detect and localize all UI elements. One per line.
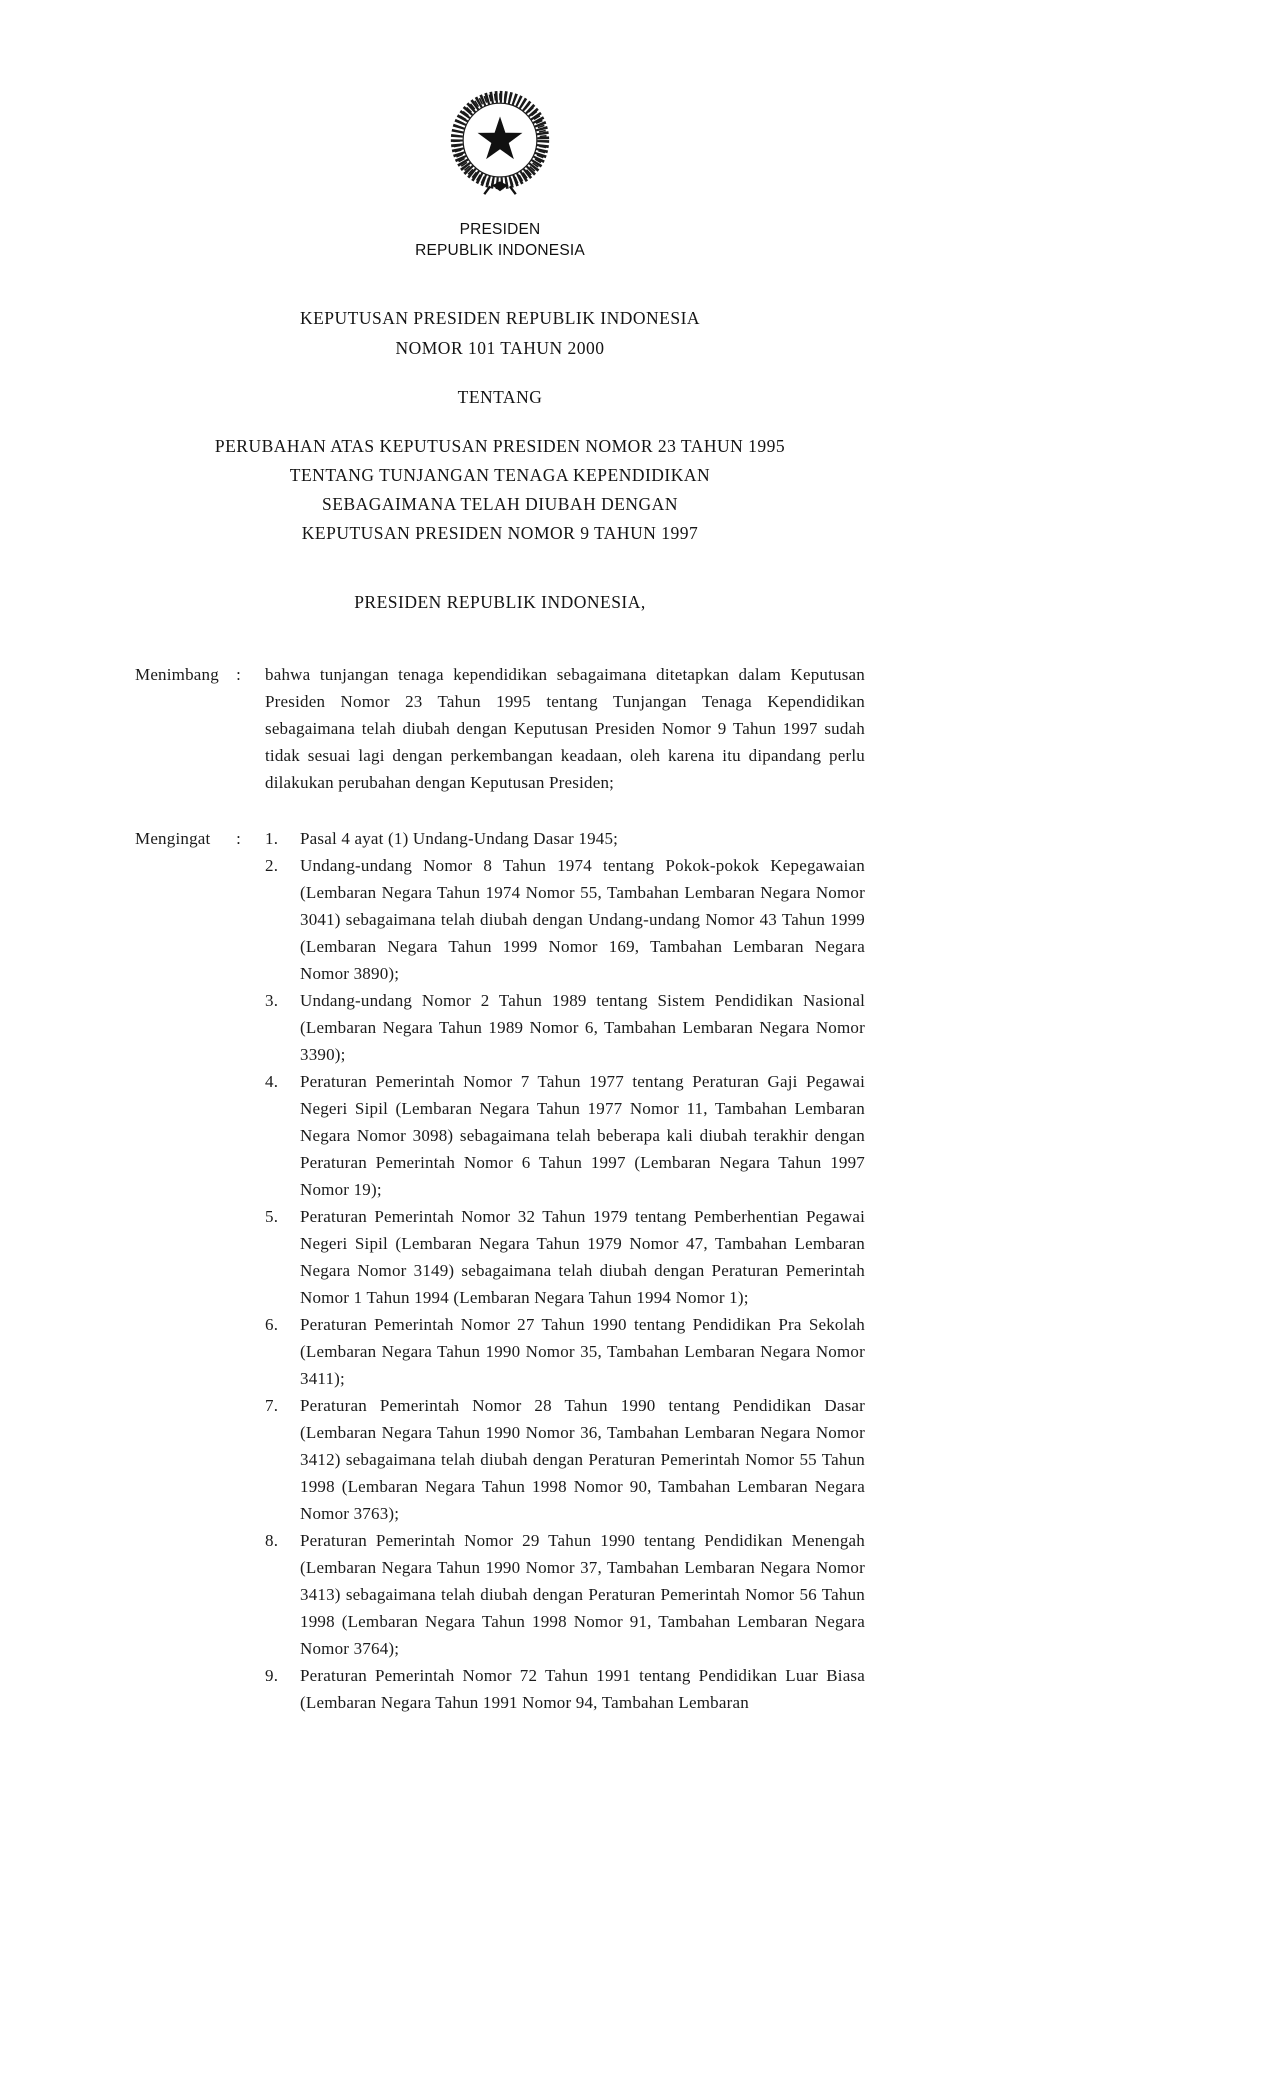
menimbang-label: Menimbang xyxy=(135,665,219,684)
item-number: 8. xyxy=(265,1531,279,1550)
item-number: 6. xyxy=(265,1315,279,1334)
tentang-heading: TENTANG xyxy=(457,387,543,407)
item-text: Peraturan Pemerintah Nomor 29 Tahun 1990 tentang Pendidikan Menengah (Lembaran Negara Tahun 1990 Nomor 37, Tambahan Lembaran Negara Nomor 3413) sebagaimana telah diubah dengan Peraturan Pemerintah Nomor 56 Tahun 1998 (Lembaran Negara Tahun 1998 Nomor 91, Tambahan Lembaran Negara Nomor 3764); xyxy=(300,1531,865,1658)
subject-line-1: PERUBAHAN ATAS KEPUTUSAN PRESIDEN NOMOR 23 TAHUN 1995 xyxy=(214,436,786,456)
legal-reference-item xyxy=(265,1068,865,1203)
legal-reference-item xyxy=(265,1527,865,1662)
item-text: Peraturan Pemerintah Nomor 32 Tahun 1979 tentang Pemberhentian Pegawai Negeri Sipil (Lembaran Negara Tahun 1979 Nomor 47, Tambahan Lembaran Negara Nomor 3149) sebagaimana telah diubah dengan Peraturan Pemerintah Nomor 1 Tahun 1994 (Lembaran Negara Tahun 1994 Nomor 1); xyxy=(300,1207,865,1307)
legal-reference-item xyxy=(265,1311,865,1392)
item-text: Peraturan Pemerintah Nomor 27 Tahun 1990 tentang Pendidikan Pra Sekolah (Lembaran Negara Tahun 1990 Nomor 35, Tambahan Lembaran Negara Nomor 3411); xyxy=(300,1315,865,1388)
item-number: 2. xyxy=(265,856,279,875)
presidential-seal-icon xyxy=(135,84,865,207)
legal-reference-item xyxy=(265,852,865,987)
item-number: 1. xyxy=(265,829,279,848)
item-text: Peraturan Pemerintah Nomor 72 Tahun 1991 tentang Pendidikan Luar Biasa (Lembaran Negara Tahun 1991 Nomor 94, Tambahan Lembaran xyxy=(300,1666,865,1712)
item-text: Peraturan Pemerintah Nomor 28 Tahun 1990 tentang Pendidikan Dasar (Lembaran Negara Tahun 1990 Nomor 36, Tambahan Lembaran Negara Nomor 3412) sebagaimana telah diubah dengan Peraturan Pemerintah Nomor 55 Tahun 1998 (Lembaran Negara Tahun 1998 Nomor 90, Tambahan Lembaran Negara Nomor 3763); xyxy=(300,1396,865,1523)
legal-reference-item xyxy=(265,825,865,852)
legal-reference-item xyxy=(265,987,865,1068)
header-presiden: PRESIDEN xyxy=(459,221,541,238)
header-republik-indonesia: REPUBLIK INDONESIA xyxy=(415,242,585,259)
item-text: Undang-undang Nomor 2 Tahun 1989 tentang Sistem Pendidikan Nasional (Lembaran Negara Tahun 1989 Nomor 6, Tambahan Lembaran Negara Nomor 3390); xyxy=(300,991,865,1064)
mengingat-section xyxy=(135,825,865,1716)
menimbang-colon: : xyxy=(236,665,241,684)
salutation: PRESIDEN REPUBLIK INDONESIA, xyxy=(354,592,646,612)
item-number: 3. xyxy=(265,991,279,1010)
subject-line-3: SEBAGAIMANA TELAH DIUBAH DENGAN xyxy=(322,494,678,514)
menimbang-section xyxy=(135,661,865,796)
document-body xyxy=(135,0,865,1716)
decree-number: NOMOR 101 TAHUN 2000 xyxy=(395,338,605,358)
mengingat-label-column xyxy=(135,825,265,852)
legal-reference-item xyxy=(265,1392,865,1527)
item-number: 4. xyxy=(265,1072,279,1091)
subject-line-4: KEPUTUSAN PRESIDEN NOMOR 9 TAHUN 1997 xyxy=(301,523,699,543)
menimbang-label-column xyxy=(135,661,265,688)
subject-line-2: TENTANG TUNJANGAN TENAGA KEPENDIDIKAN xyxy=(289,465,711,485)
item-text: Undang-undang Nomor 8 Tahun 1974 tentang Pokok-pokok Kepegawaian (Lembaran Negara Tahun 1974 Nomor 55, Tambahan Lembaran Negara Nomor 3041) sebagaimana telah diubah dengan Undang-undang Nomor 43 Tahun 1999 (Lembaran Negara Tahun 1999 Nomor 169, Tambahan Lembaran Negara Nomor 3890); xyxy=(300,856,865,983)
mengingat-label: Mengingat xyxy=(135,829,211,848)
mengingat-colon: : xyxy=(236,829,241,848)
item-number: 5. xyxy=(265,1207,279,1226)
item-number: 7. xyxy=(265,1396,279,1415)
decree-title-block xyxy=(135,303,865,548)
mengingat-list xyxy=(265,825,865,1716)
clauses xyxy=(135,661,865,1716)
item-text: Peraturan Pemerintah Nomor 7 Tahun 1977 tentang Peraturan Gaji Pegawai Negeri Sipil (Lembaran Negara Tahun 1977 Nomor 11, Tambahan Lembaran Negara Nomor 3098) sebagaimana telah beberapa kali diubah terakhir dengan Peraturan Pemerintah Nomor 6 Tahun 1997 (Lembaran Negara Tahun 1997 Nomor 19); xyxy=(300,1072,865,1199)
item-number: 9. xyxy=(265,1666,279,1685)
legal-reference-item xyxy=(265,1203,865,1311)
decree-title: KEPUTUSAN PRESIDEN REPUBLIK INDONESIA xyxy=(299,308,701,328)
letterhead xyxy=(135,84,865,261)
legal-reference-item xyxy=(265,1662,865,1716)
menimbang-text: bahwa tunjangan tenaga kependidikan sebagaimana ditetapkan dalam Keputusan Presiden Nomor 23 Tahun 1995 tentang Tunjangan Tenaga Kependidikan sebagaimana telah diubah dengan Keputusan Presiden Nomor 9 Tahun 1997 sudah tidak sesuai lagi dengan perkembangan keadaan, oleh karena itu dipandang perlu dilakukan perubahan dengan Keputusan Presiden; xyxy=(265,665,865,792)
item-text: Pasal 4 ayat (1) Undang-Undang Dasar 1945; xyxy=(300,829,619,848)
